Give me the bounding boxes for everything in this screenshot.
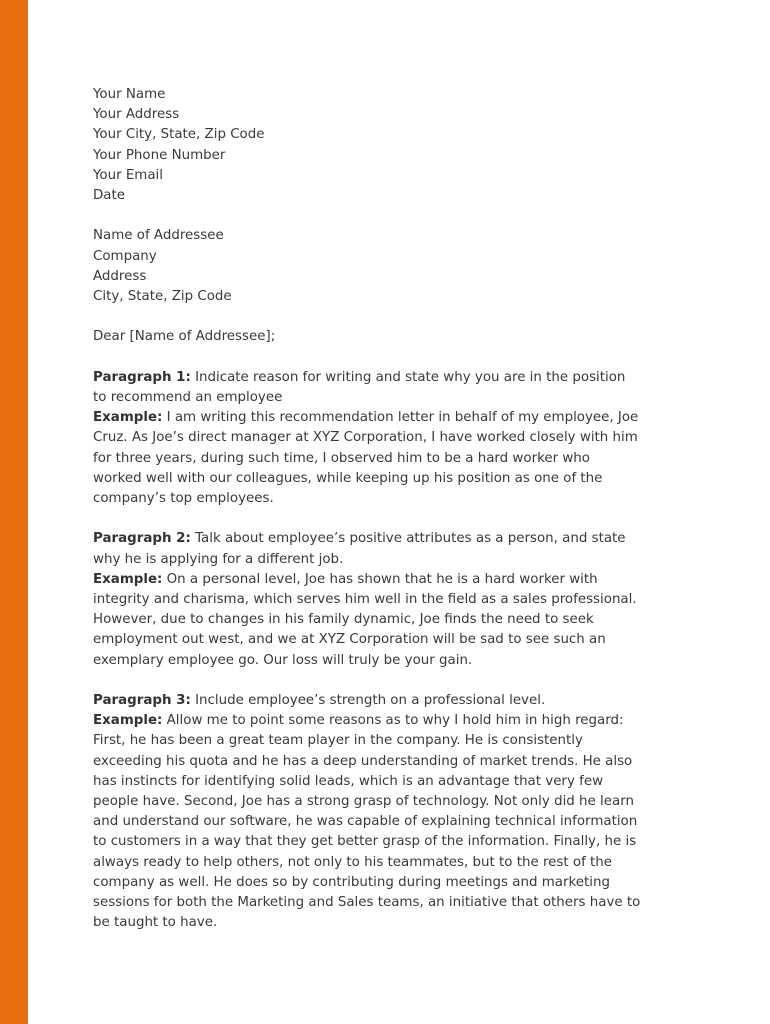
example-line: company as well. He does so by contributing during meetings and marketing xyxy=(93,874,610,890)
paragraph-1 xyxy=(93,368,693,509)
sender-phone: Your Phone Number xyxy=(93,147,226,163)
example-line: Example: I am writing this recommendation letter in behalf of my employee, Joe xyxy=(93,410,639,426)
letter-body xyxy=(93,85,693,933)
example-line: to customers in a way that they get better grasp of the information. Finally, he is xyxy=(93,834,637,850)
sender-city-state-zip: Your City, State, Zip Code xyxy=(93,127,265,143)
paragraph-label: Paragraph 1: xyxy=(93,369,191,385)
example-line: First, he has been a great team player in the company. He is consistently xyxy=(93,733,583,749)
recipient-block xyxy=(93,226,693,307)
paragraph-label: Paragraph 2: xyxy=(93,531,191,547)
example-line: integrity and charisma, which serves him well in the field as a sales professional. xyxy=(93,592,637,608)
paragraph-instruction-line: Paragraph 3: Include employee’s strength on a professional level. xyxy=(93,693,546,709)
sender-address: Your Address xyxy=(93,107,180,123)
example-label: Example: xyxy=(93,410,163,426)
example-line: However, due to changes in his family dynamic, Joe finds the need to seek xyxy=(93,612,594,628)
example-line: people have. Second, Joe has a strong grasp of technology. Not only did he learn xyxy=(93,794,634,810)
example-line: exceeding his quota and he has a deep understanding of market trends. He also xyxy=(93,753,633,769)
paragraph-2 xyxy=(93,529,693,670)
paragraph-label: Paragraph 3: xyxy=(93,693,191,709)
paragraph-instruction-line: Paragraph 1: Indicate reason for writing and state why you are in the position xyxy=(93,369,626,385)
paragraph-instruction-line: why he is applying for a different job. xyxy=(93,551,344,567)
example-line: Cruz. As Joe’s direct manager at XYZ Corporation, I have worked closely with him xyxy=(93,430,638,446)
sender-email: Your Email xyxy=(93,167,163,183)
example-line: be taught to have. xyxy=(93,915,218,931)
sender-name: Your Name xyxy=(93,87,166,102)
letter-date: Date xyxy=(93,188,126,204)
example-line: exemplary employee go. Our loss will truly be your gain. xyxy=(93,652,473,668)
paragraph-instruction-line: Paragraph 2: Talk about employee’s positive attributes as a person, and state xyxy=(93,531,626,547)
sender-block xyxy=(93,85,693,206)
example-line: worked well with our colleagues, while keeping up his position as one of the xyxy=(93,470,603,486)
example-line: employment out west, and we at XYZ Corporation will be sad to see such an xyxy=(93,632,606,648)
example-line: sessions for both the Marketing and Sales teams, an initiative that others have to xyxy=(93,895,641,911)
example-label: Example: xyxy=(93,571,163,587)
example-label: Example: xyxy=(93,713,163,729)
recipient-city-state-zip: City, State, Zip Code xyxy=(93,289,232,305)
recipient-company: Company xyxy=(93,248,157,264)
example-line: Example: On a personal level, Joe has shown that he is a hard worker with xyxy=(93,571,598,587)
example-line: always ready to help others, not only to his teammates, but to the rest of the xyxy=(93,854,613,870)
example-line: and understand our software, he was capable of explaining technical information xyxy=(93,814,638,830)
salutation: Dear [Name of Addressee]; xyxy=(93,329,276,345)
example-line: company’s top employees. xyxy=(93,491,274,507)
example-line: has instincts for identifying solid leads, which is an advantage that very few xyxy=(93,773,604,789)
paragraph-3 xyxy=(93,691,693,933)
recipient-address: Address xyxy=(93,268,147,284)
recipient-name: Name of Addressee xyxy=(93,228,224,244)
example-line: for three years, during such time, I observed him to be a hard worker who xyxy=(93,450,590,466)
example-line: Example: Allow me to point some reasons as to why I hold him in high regard: xyxy=(93,713,624,729)
paragraph-instruction-line: to recommend an employee xyxy=(93,390,283,405)
accent-bar xyxy=(0,0,28,1024)
